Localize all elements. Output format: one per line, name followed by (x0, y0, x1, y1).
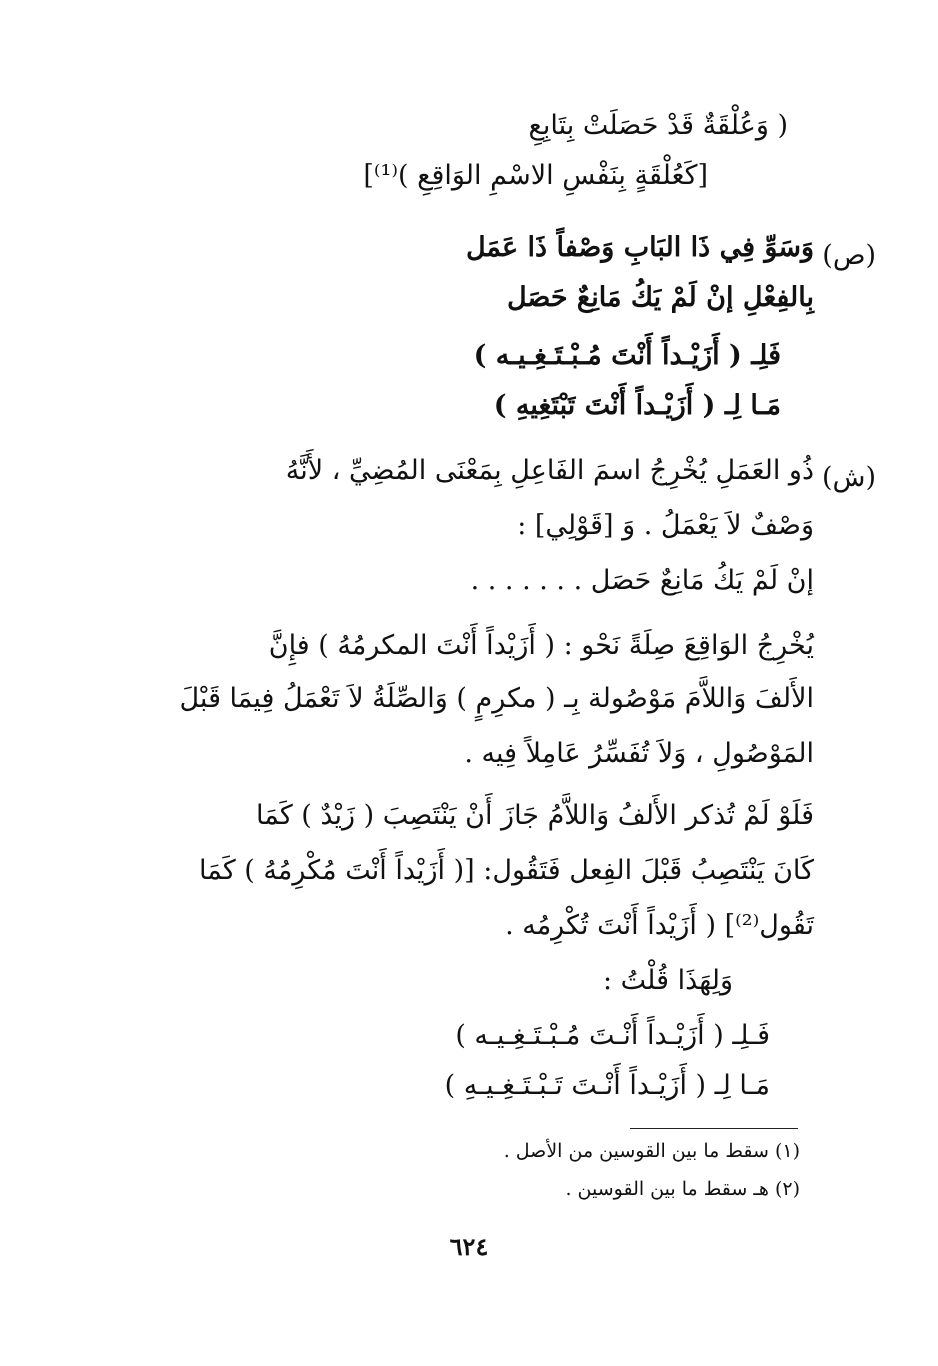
paragraph-line: كَانَ يَنْتَصِبُ قَبْلَ الفِعل فَتَقُول: [( أَزَيْداً أَنْتَ مُكْرِمُهُ ) كَمَا (199, 855, 814, 886)
paragraph-line: يُخْرِجُ الوَاقِعَ صِلَةً نَحْو : ( أَزَيْداً أَنْتَ المكرمُهُ ) فإِنَّ (268, 630, 814, 661)
footnote-divider (630, 1128, 798, 1129)
sharh-line: ذُو العَمَلِ يُخْرِجُ اسمَ الفَاعِلِ بِمَعْنَى المُضِيِّ ، لأَنَّهُ (285, 455, 814, 486)
sharh-line: إنْ لَمْ يَكُ مَانِعٌ حَصَل . . . . . . . (470, 565, 814, 596)
sharh-line: وَصْفٌ لاَ يَعْمَلُ . وَ [قَوْلِي] : (517, 510, 814, 541)
verse-line: ( وَعُلْقَةٌ قَدْ حَصَلَتْ بِتَابِعِ (528, 110, 788, 141)
section-marker: (ص) (822, 240, 876, 271)
verse-line: [كَعُلْقَةٍ بِنَفْسِ الاسْمِ الوَاقِعِ )⁽¹⁾] (363, 160, 708, 191)
section-marker: (ش) (821, 462, 876, 493)
paragraph-line: تَقُول⁽²⁾] ( أَزَيْداً أَنْتَ تُكْرِمُه . (505, 910, 814, 941)
paragraph-line: الأَلفَ وَاللاَّمَ مَوْصُولة بِـ ( مكرِمٍ ) وَالصِّلَةُ لاَ تَعْمَلُ فِيمَا قَبْلَ (179, 683, 814, 714)
matn-line: وَسَوِّ فِي ذَا البَابِ وَصْفاً ذَا عَمَل (465, 232, 814, 263)
verse-line: مَـا لِـ ( أَزَيْـداً أَنْـتَ تَـبْـتَـغِـيـهِ ) (444, 1070, 770, 1101)
paragraph-line: فَلَوْ لَمْ تُذكر الأَلفُ وَاللاَّمُ جَازَ أَنْ يَنْتَصِبَ ( زَيْدٌ ) كَمَا (255, 800, 814, 831)
footnote: (١) سقط ما بين القوسين من الأصل . (503, 1140, 800, 1162)
matn-line: بِالفِعْلِ إنْ لَمْ يَكُ مَانِعٌ حَصَل (506, 282, 814, 313)
matn-line: فَلِـ ( أَزَيْـداً أَنْتَ مُـبْـتَـغِـيـه ) (473, 340, 781, 371)
page-number: ٦٢٤ (449, 1232, 489, 1261)
sharh-line: وَلِهَذَا قُلْتُ : (602, 965, 733, 996)
footnote: (٢) هـ سقط ما بين القوسين . (565, 1178, 800, 1200)
paragraph-line: المَوْصُولِ ، وَلاَ تُفَسِّرُ عَامِلاً فِيه . (464, 738, 814, 769)
matn-line: مَـا لِـ ( أَزَيْـداً أَنْتَ تَبْتَغِيهِ ) (493, 390, 781, 421)
verse-line: فَـلِـ ( أَزَيْـداً أَنْـتَ مُـبْـتَـغِـيـه ) (455, 1020, 770, 1051)
